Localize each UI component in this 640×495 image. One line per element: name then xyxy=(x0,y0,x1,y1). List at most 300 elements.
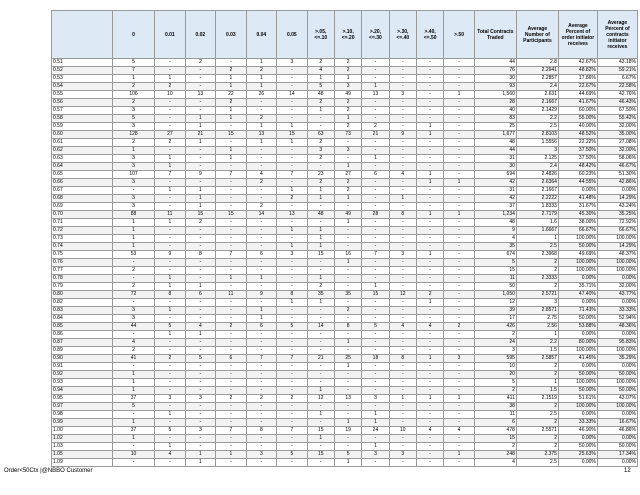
table-cell: - xyxy=(277,283,308,291)
table-cell: 48 xyxy=(474,139,516,147)
table-cell: - xyxy=(216,123,247,131)
table-cell: - xyxy=(389,371,416,379)
table-cell: 41.48% xyxy=(558,195,597,203)
table-cell: 2 xyxy=(334,307,361,315)
table-cell: 49 xyxy=(334,91,361,99)
table-cell: 0.00% xyxy=(597,459,637,467)
row-label: 0.95 xyxy=(52,395,113,403)
table-cell: 50.00% xyxy=(597,371,637,379)
row-label: 1.09 xyxy=(52,459,113,467)
table-row xyxy=(52,451,638,459)
table-cell: - xyxy=(277,115,308,123)
table-cell: - xyxy=(113,275,155,283)
table-cell: 1 xyxy=(334,459,361,467)
row-label: 0.97 xyxy=(52,403,113,411)
table-cell: - xyxy=(444,411,475,419)
table-cell: 2 xyxy=(113,267,155,275)
table-cell: 2 xyxy=(474,331,516,339)
row-label: 1.02 xyxy=(52,435,113,443)
table-cell: - xyxy=(416,363,443,371)
table-cell: - xyxy=(277,315,308,323)
table-row xyxy=(52,251,638,259)
table-cell: 4 xyxy=(155,451,186,459)
table-cell: 1 xyxy=(416,171,443,179)
table-cell: - xyxy=(277,419,308,427)
table-cell: 15 xyxy=(185,211,216,219)
table-cell: 12 xyxy=(474,299,516,307)
table-cell: - xyxy=(444,315,475,323)
column-header: 0 xyxy=(113,11,155,59)
table-cell: - xyxy=(277,83,308,91)
table-cell: 2 xyxy=(334,179,361,187)
table-row xyxy=(52,347,638,355)
table-cell: - xyxy=(362,163,389,171)
table-cell: 7 xyxy=(277,355,308,363)
row-label: 0.80 xyxy=(52,291,113,299)
table-cell: - xyxy=(334,403,361,411)
table-cell: - xyxy=(246,363,277,371)
table-cell: - xyxy=(389,219,416,227)
table-cell: - xyxy=(389,163,416,171)
table-cell: - xyxy=(444,115,475,123)
table-cell: 52.94% xyxy=(597,315,637,323)
table-cell: 27 xyxy=(334,171,361,179)
row-label: 0.53 xyxy=(52,75,113,83)
table-cell: - xyxy=(444,443,475,451)
table-cell: - xyxy=(444,107,475,115)
table-cell: 6 xyxy=(246,323,277,331)
table-cell: - xyxy=(389,155,416,163)
table-cell: 1 xyxy=(307,227,334,235)
table-cell: 44 xyxy=(474,147,516,155)
table-cell: 1 xyxy=(113,219,155,227)
table-cell: - xyxy=(216,59,247,67)
table-cell: 1.5556 xyxy=(516,139,558,147)
table-cell: - xyxy=(113,411,155,419)
table-cell: - xyxy=(444,171,475,179)
table-cell: - xyxy=(389,403,416,411)
table-cell: 1 xyxy=(185,451,216,459)
table-cell: 1 xyxy=(277,243,308,251)
table-cell: 72.92% xyxy=(597,219,637,227)
table-cell: 55.00% xyxy=(558,115,597,123)
table-cell: - xyxy=(216,203,247,211)
table-cell: 2 xyxy=(516,363,558,371)
table-cell: 55.42% xyxy=(597,115,637,123)
table-row xyxy=(52,171,638,179)
table-cell: - xyxy=(246,283,277,291)
table-cell: - xyxy=(277,443,308,451)
table-cell: 58.06% xyxy=(597,155,637,163)
table-cell: - xyxy=(362,435,389,443)
table-cell: - xyxy=(246,419,277,427)
page-number: 12 xyxy=(624,468,631,474)
table-cell: 2 xyxy=(516,435,558,443)
table-cell: 2.5 xyxy=(516,123,558,131)
table-cell: 2.5 xyxy=(516,243,558,251)
table-cell: - xyxy=(362,179,389,187)
table-cell: - xyxy=(389,123,416,131)
table-cell: 1 xyxy=(246,123,277,131)
table-cell: 2 xyxy=(334,59,361,67)
table-cell: - xyxy=(246,371,277,379)
table-cell: 1.5 xyxy=(516,387,558,395)
table-cell: - xyxy=(155,123,186,131)
table-cell: 1 xyxy=(307,387,334,395)
table-cell: - xyxy=(389,315,416,323)
table-cell: - xyxy=(334,299,361,307)
table-cell: - xyxy=(216,299,247,307)
table-cell: 2.8 xyxy=(516,59,558,67)
table-cell: 45.30% xyxy=(558,211,597,219)
table-cell: - xyxy=(416,147,443,155)
table-cell: - xyxy=(155,459,186,467)
table-cell: - xyxy=(216,139,247,147)
table-cell: - xyxy=(246,387,277,395)
table-cell: 1 xyxy=(444,395,475,403)
table-cell: - xyxy=(416,195,443,203)
table-cell: - xyxy=(444,147,475,155)
row-label: 0.54 xyxy=(52,83,113,91)
table-cell: 67.50% xyxy=(597,107,637,115)
table-cell: 38.00% xyxy=(558,219,597,227)
table-row xyxy=(52,283,638,291)
table-cell: - xyxy=(444,371,475,379)
table-cell: 2 xyxy=(246,179,277,187)
table-cell: 25 xyxy=(334,355,361,363)
table-cell: 1 xyxy=(185,459,216,467)
table-cell: - xyxy=(416,459,443,467)
table-cell: 60.00% xyxy=(558,107,597,115)
table-cell: - xyxy=(155,363,186,371)
row-label: 0.70 xyxy=(52,211,113,219)
table-cell: 41.45% xyxy=(558,355,597,363)
table-cell: 2 xyxy=(444,323,475,331)
table-cell: - xyxy=(216,179,247,187)
table-cell: - xyxy=(307,219,334,227)
table-cell: 6 xyxy=(474,419,516,427)
table-row xyxy=(52,355,638,363)
table-row xyxy=(52,459,638,467)
table-cell: 1 xyxy=(246,59,277,67)
row-label: 1.03 xyxy=(52,443,113,451)
column-header: Average Percent of contracts initiator receives xyxy=(597,11,637,59)
table-row xyxy=(52,291,638,299)
table-cell: 35 xyxy=(474,243,516,251)
table-cell: 50.00% xyxy=(558,371,597,379)
table-cell: - xyxy=(155,379,186,387)
table-cell: - xyxy=(216,187,247,195)
table-cell: 2 xyxy=(307,139,334,147)
row-label: 0.51 xyxy=(52,59,113,67)
table-cell: - xyxy=(416,331,443,339)
contracts-table xyxy=(51,10,638,467)
table-cell: 2 xyxy=(216,99,247,107)
table-cell: 63 xyxy=(307,131,334,139)
table-cell: 32.00% xyxy=(597,283,637,291)
table-cell: 1 xyxy=(185,139,216,147)
table-cell: 3 xyxy=(516,147,558,155)
table-cell: 1 xyxy=(334,75,361,83)
row-label: 0.89 xyxy=(52,347,113,355)
table-row xyxy=(52,59,638,67)
table-cell: 14.29% xyxy=(597,243,637,251)
table-cell: 10 xyxy=(389,427,416,435)
table-cell: - xyxy=(216,435,247,443)
table-cell: - xyxy=(307,379,334,387)
table-cell: - xyxy=(444,195,475,203)
table-cell: - xyxy=(334,371,361,379)
table-cell: - xyxy=(416,451,443,459)
table-row xyxy=(52,219,638,227)
table-cell: 13 xyxy=(277,211,308,219)
table-cell: 5 xyxy=(155,323,186,331)
table-cell: 2 xyxy=(155,139,186,147)
table-cell: - xyxy=(416,75,443,83)
table-cell: 674 xyxy=(474,251,516,259)
table-cell: - xyxy=(362,267,389,275)
table-row xyxy=(52,83,638,91)
table-cell: 22.67% xyxy=(558,83,597,91)
table-cell: 3 xyxy=(113,123,155,131)
table-cell: - xyxy=(277,371,308,379)
table-cell: 53.88% xyxy=(558,323,597,331)
table-cell: 1 xyxy=(113,371,155,379)
table-cell: 66.67% xyxy=(597,227,637,235)
table-cell: - xyxy=(185,347,216,355)
table-cell: - xyxy=(389,443,416,451)
table-cell: 48.42% xyxy=(558,163,597,171)
table-cell: 2.5721 xyxy=(516,291,558,299)
table-cell: 0.00% xyxy=(597,363,637,371)
table-cell: 2 xyxy=(516,371,558,379)
table-cell: 2 xyxy=(334,107,361,115)
table-cell: - xyxy=(246,155,277,163)
table-cell: 2 xyxy=(113,347,155,355)
table-cell: 44 xyxy=(113,323,155,331)
table-cell: 7 xyxy=(216,251,247,259)
table-cell: 2.3968 xyxy=(516,251,558,259)
row-label: 0.87 xyxy=(52,339,113,347)
table-cell: 46.67% xyxy=(597,163,637,171)
table-cell: 2.2 xyxy=(516,115,558,123)
table-cell: - xyxy=(362,115,389,123)
table-cell: 5 xyxy=(307,83,334,91)
table-cell: 1 xyxy=(185,331,216,339)
table-cell: 2.6364 xyxy=(516,179,558,187)
table-cell: 1 xyxy=(185,123,216,131)
table-cell: - xyxy=(416,91,443,99)
table-cell: 5 xyxy=(113,59,155,67)
table-cell: - xyxy=(416,275,443,283)
table-cell: - xyxy=(307,123,334,131)
table-cell: 100.00% xyxy=(597,267,637,275)
table-cell: - xyxy=(416,435,443,443)
table-cell: 248 xyxy=(474,451,516,459)
table-cell: - xyxy=(389,67,416,75)
table-cell: - xyxy=(444,243,475,251)
table-cell: 50.00% xyxy=(597,387,637,395)
table-cell: 76 xyxy=(474,67,516,75)
table-cell: 43.24% xyxy=(597,203,637,211)
row-label: 0.62 xyxy=(52,147,113,155)
table-cell: 3 xyxy=(246,451,277,459)
table-cell: 2 xyxy=(307,283,334,291)
table-cell: - xyxy=(416,163,443,171)
table-cell: 5 xyxy=(362,323,389,331)
table-cell: - xyxy=(216,419,247,427)
table-cell: 4 xyxy=(389,323,416,331)
table-cell: 25.63% xyxy=(558,451,597,459)
table-cell: - xyxy=(277,179,308,187)
table-row xyxy=(52,155,638,163)
table-cell: 1 xyxy=(216,75,247,83)
table-cell: 48.37% xyxy=(597,251,637,259)
table-cell: 3 xyxy=(516,299,558,307)
table-cell: - xyxy=(389,347,416,355)
row-label: 0.71 xyxy=(52,219,113,227)
table-cell: 50.00% xyxy=(597,443,637,451)
table-cell: - xyxy=(185,243,216,251)
table-row xyxy=(52,379,638,387)
table-cell: 2 xyxy=(334,187,361,195)
table-cell: - xyxy=(185,179,216,187)
table-cell: 2 xyxy=(516,259,558,267)
table-cell: - xyxy=(155,315,186,323)
table-cell: 2.3333 xyxy=(516,275,558,283)
table-cell: 41.67% xyxy=(558,99,597,107)
table-cell: - xyxy=(185,259,216,267)
table-cell: - xyxy=(389,235,416,243)
table-cell: - xyxy=(444,379,475,387)
table-cell: 31.67% xyxy=(558,203,597,211)
table-cell: - xyxy=(334,315,361,323)
table-cell: 1 xyxy=(416,299,443,307)
table-cell: 0.00% xyxy=(558,299,597,307)
table-cell: 59.21% xyxy=(597,67,637,75)
table-cell: 14 xyxy=(277,91,308,99)
table-cell: 1 xyxy=(516,379,558,387)
table-cell: 411 xyxy=(474,395,516,403)
table-row xyxy=(52,331,638,339)
table-cell: 1 xyxy=(246,307,277,315)
table-cell: - xyxy=(216,371,247,379)
table-cell: - xyxy=(155,99,186,107)
table-cell: - xyxy=(277,347,308,355)
table-cell: - xyxy=(246,147,277,155)
table-cell: 1 xyxy=(334,219,361,227)
table-cell: 100.00% xyxy=(558,379,597,387)
table-cell: 1 xyxy=(155,275,186,283)
table-cell: 10 xyxy=(155,91,186,99)
table-cell: 48.82% xyxy=(558,67,597,75)
table-cell: 48 xyxy=(307,91,334,99)
table-cell: - xyxy=(277,275,308,283)
table-cell: - xyxy=(246,187,277,195)
table-cell: 100.00% xyxy=(597,403,637,411)
table-row xyxy=(52,435,638,443)
table-cell: - xyxy=(216,267,247,275)
table-cell: 3 xyxy=(185,427,216,435)
table-cell: 8 xyxy=(246,427,277,435)
table-cell: 2 xyxy=(185,219,216,227)
table-cell: 100.00% xyxy=(597,235,637,243)
table-cell: 32.00% xyxy=(597,123,637,131)
table-cell: 1 xyxy=(416,211,443,219)
table-cell: 35 xyxy=(307,291,334,299)
table-cell: 1 xyxy=(216,451,247,459)
table-cell: - xyxy=(277,379,308,387)
table-cell: 1 xyxy=(307,299,334,307)
table-cell: 35.29% xyxy=(597,355,637,363)
table-cell: 2.1667 xyxy=(516,187,558,195)
table-cell: - xyxy=(444,259,475,267)
table-cell: - xyxy=(389,243,416,251)
table-row xyxy=(52,371,638,379)
table-cell: 48.52% xyxy=(558,131,597,139)
column-header: >.40, <=.50 xyxy=(416,11,443,59)
table-cell: - xyxy=(307,371,334,379)
row-label: 1.00 xyxy=(52,427,113,435)
table-cell: 1 xyxy=(362,283,389,291)
table-cell: 1 xyxy=(362,419,389,427)
table-cell: - xyxy=(334,139,361,147)
row-label: 0.52 xyxy=(52,67,113,75)
table-cell: 1.8333 xyxy=(516,203,558,211)
table-cell: - xyxy=(155,227,186,235)
table-cell: 13 xyxy=(362,91,389,99)
table-cell: 48.36% xyxy=(597,323,637,331)
row-label: 0.78 xyxy=(52,275,113,283)
table-cell: - xyxy=(155,243,186,251)
table-cell: - xyxy=(334,283,361,291)
table-cell: - xyxy=(444,131,475,139)
table-cell: - xyxy=(389,107,416,115)
table-cell: - xyxy=(216,411,247,419)
table-cell: - xyxy=(389,267,416,275)
row-label: 0.84 xyxy=(52,315,113,323)
table-cell: 3 xyxy=(113,307,155,315)
header-row xyxy=(52,11,638,59)
table-cell: 2.4 xyxy=(516,83,558,91)
table-cell: - xyxy=(389,115,416,123)
table-cell: 1 xyxy=(113,435,155,443)
table-row xyxy=(52,259,638,267)
table-cell: - xyxy=(185,267,216,275)
table-cell: - xyxy=(246,267,277,275)
column-header: >.30, <=.40 xyxy=(389,11,416,59)
table-cell: - xyxy=(246,259,277,267)
table-cell: - xyxy=(307,403,334,411)
table-cell: - xyxy=(185,419,216,427)
table-cell: - xyxy=(277,67,308,75)
table-cell: - xyxy=(277,163,308,171)
table-cell: - xyxy=(216,347,247,355)
column-header: Average Number of Participants xyxy=(516,11,558,59)
table-cell: 1 xyxy=(277,123,308,131)
table-cell: - xyxy=(416,67,443,75)
table-row xyxy=(52,307,638,315)
table-cell: 5 xyxy=(155,427,186,435)
table-cell: 1 xyxy=(277,227,308,235)
table-cell: 2.631 xyxy=(516,91,558,99)
table-cell: 44.69% xyxy=(558,91,597,99)
table-cell: - xyxy=(416,443,443,451)
table-cell: - xyxy=(246,243,277,251)
table-row xyxy=(52,339,638,347)
table-cell: 0.00% xyxy=(597,187,637,195)
table-cell: - xyxy=(246,227,277,235)
